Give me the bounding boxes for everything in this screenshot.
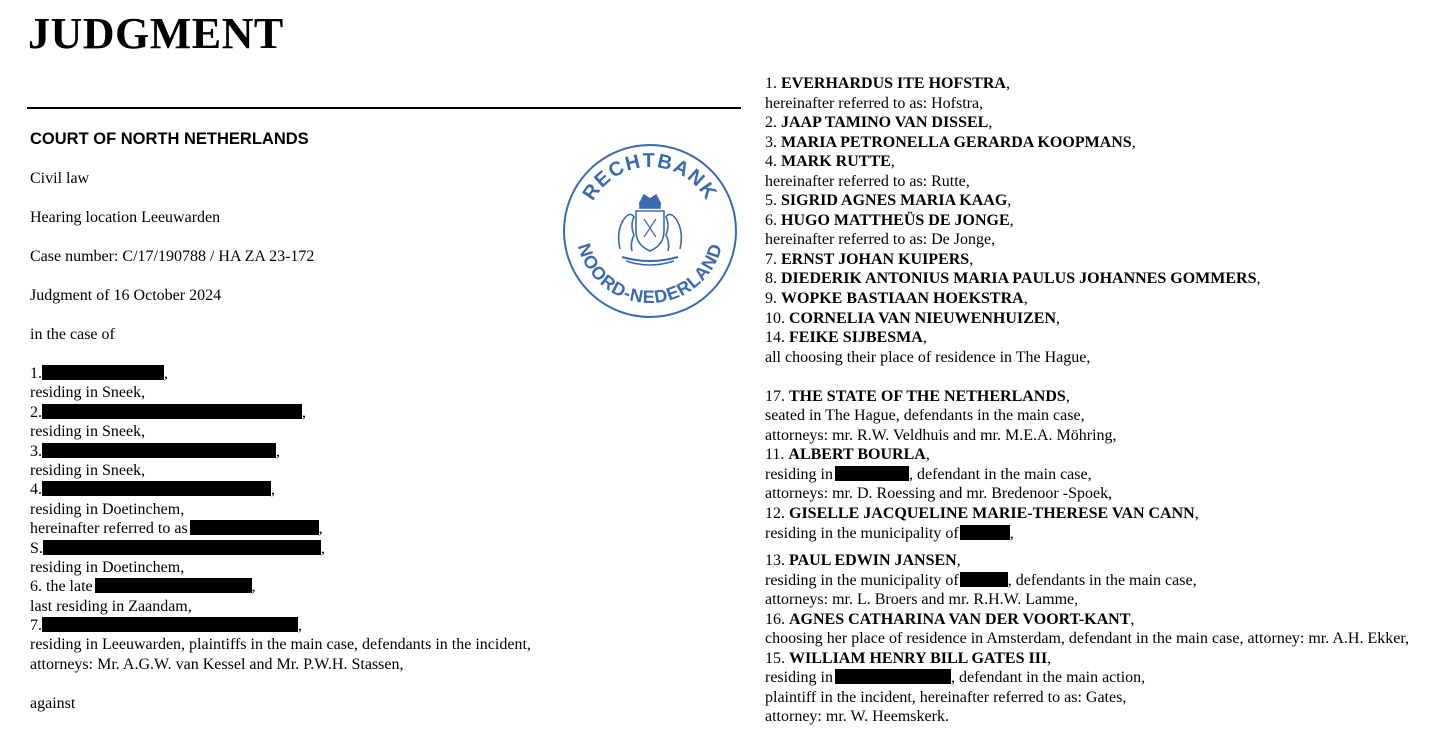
punctuation: , (969, 250, 974, 268)
residence-label: residing in (765, 669, 833, 687)
punctuation: , (1065, 387, 1070, 405)
defendant-entry (765, 504, 1455, 524)
defendant-entry (765, 191, 1455, 211)
redaction-bar (42, 481, 271, 496)
defendant-residence (765, 524, 1455, 544)
redaction-bar (42, 365, 164, 380)
stamp-bottom-text: NOORD-NEDERLAND (573, 240, 727, 308)
residence-label: residing in (765, 465, 833, 483)
punctuation: , (271, 481, 275, 499)
judgment-date: Judgment of 16 October 2024 (30, 287, 222, 304)
defendant-entry (765, 113, 1455, 133)
spacer (765, 543, 1455, 551)
entry-number: S. (30, 539, 43, 557)
defendant-name: JAAP TAMINO VAN DISSEL (781, 114, 989, 132)
defendant-name: SIGRID AGNES MARIA KAAG (781, 192, 1008, 210)
plaintiff-entry (30, 403, 730, 422)
group-residence: all choosing their place of residence in The Hague, (765, 348, 1091, 366)
punctuation: , (890, 153, 895, 171)
entry-number: 2. (765, 114, 777, 132)
defendant-name: WILLIAM HENRY BILL GATES III (789, 649, 1048, 667)
punctuation: , (1005, 75, 1010, 92)
case-number: Case number: C/17/190788 / HA ZA 23-172 (30, 248, 315, 265)
hearing-location: Hearing location Leeuwarden (30, 209, 221, 226)
residence-label: residing in the municipality of (765, 524, 959, 542)
entry-number: 1. (30, 365, 42, 382)
plaintiff-attorneys: attorneys: Mr. A.G.W. van Kessel and Mr. P.W.H. Stassen, (30, 655, 404, 673)
punctuation: , (1009, 524, 1014, 542)
punctuation: , (1009, 211, 1014, 229)
entry-number: 14. (765, 329, 785, 347)
entry-number: 4. (765, 153, 777, 171)
punctuation: , (922, 329, 927, 347)
residence-note: , defendant in the main case, (909, 465, 1092, 483)
plaintiff-entry (30, 577, 730, 596)
defendant-entry (765, 610, 1455, 630)
plaintiff-entry (30, 539, 730, 558)
defendant-residence (765, 571, 1455, 591)
case-type: Civil law (30, 170, 90, 187)
plaintiff-residence: last residing in Zaandam, (30, 597, 192, 615)
entry-number: 4. (30, 481, 42, 499)
defendant-name: HUGO MATTHEÜS DE JONGE (781, 211, 1010, 229)
defendant-entry (765, 289, 1455, 309)
defendant-role: plaintiff in the incident, hereinafter referred to as: Gates, (765, 688, 1127, 706)
entry-number: 16. (765, 610, 785, 628)
defendant-attorneys: attorney: mr. W. Heemskerk. (765, 708, 949, 726)
entry-number: 5. (765, 192, 777, 210)
entry-number: 1. (765, 75, 777, 92)
punctuation: , (1056, 309, 1061, 327)
entry-number: 17. (765, 387, 785, 405)
plaintiff-entry (30, 616, 730, 635)
defendant-entry (765, 269, 1455, 289)
defendant-name: THE STATE OF THE NETHERLANDS (789, 387, 1066, 405)
entry-number: 6. (765, 211, 777, 229)
punctuation: , (925, 446, 930, 464)
punctuation: , (298, 617, 302, 635)
entry-number: 3. (765, 133, 777, 151)
entry-number: 7. (765, 250, 777, 268)
defendant-entry (765, 551, 1455, 571)
residence-note: , defendants in the main case, (1007, 571, 1197, 589)
court-stamp (560, 141, 740, 321)
redaction-bar (190, 520, 319, 535)
residence-note: , defendant in the main action, (951, 669, 1146, 687)
plaintiff-residence: residing in Leeuwarden, plaintiffs in the main case, defendants in the incident, (30, 636, 531, 654)
redaction-bar (835, 466, 909, 481)
defendant-seat: seated in The Hague, defendants in the main case, (765, 407, 1085, 425)
defendant-entry (765, 211, 1455, 231)
defendant-name: MARIA PETRONELLA GERARDA KOOPMANS (781, 133, 1132, 151)
punctuation: , (1194, 504, 1199, 522)
punctuation: , (1007, 192, 1012, 210)
punctuation: , (302, 403, 306, 421)
defendant-entry (765, 387, 1455, 407)
entry-number: 12. (765, 504, 785, 522)
punctuation: , (318, 520, 323, 538)
punctuation: , (1130, 610, 1135, 628)
defendant-name: PAUL EDWIN JANSEN (789, 552, 957, 570)
stamp-top-text: RECHTBANK (578, 149, 722, 205)
punctuation: , (988, 114, 993, 132)
plaintiff-entry (30, 364, 730, 383)
punctuation: , (1131, 133, 1136, 151)
defendant-name: ERNST JOHAN KUIPERS (781, 250, 970, 268)
defendant-attorneys: attorneys: mr. D. Roessing and mr. Bredenoor -Spoek, (765, 485, 1113, 503)
defendant-alias: hereinafter referred to as: Hofstra, (765, 94, 984, 112)
court-name: COURT OF NORTH NETHERLANDS (30, 130, 309, 148)
punctuation: , (251, 578, 256, 596)
defendant-name: EVERHARDUS ITE HOFSTRA (781, 75, 1006, 92)
defendant-name: FEIKE SIJBESMA (789, 329, 923, 347)
defendant-name: MARK RUTTE (781, 153, 891, 171)
defendant-name: ALBERT BOURLA (788, 446, 926, 464)
punctuation: , (956, 552, 961, 570)
punctuation: , (1047, 649, 1052, 667)
defendant-alias: hereinafter referred to as: De Jonge, (765, 231, 996, 249)
defendant-name: CORNELIA VAN NIEUWENHUIZEN (789, 309, 1057, 327)
redaction-bar (42, 443, 276, 458)
defendant-residence: choosing her place of residence in Amsterdam, defendant in the main case, attorney: mr. A.H. Ekker, (765, 630, 1410, 648)
entry-number: 10. (765, 309, 785, 327)
redaction-bar (960, 572, 1008, 587)
spacer (765, 367, 1455, 387)
plaintiff-entry (30, 480, 730, 499)
plaintiff-residence: residing in Sneek, (30, 461, 146, 479)
plaintiff-residence: residing in Doetinchem, (30, 500, 185, 518)
punctuation: , (1256, 270, 1261, 288)
entry-number: 8. (765, 270, 777, 288)
punctuation: , (276, 442, 280, 460)
punctuation: , (320, 539, 325, 557)
heading-divider (27, 107, 741, 109)
plaintiff-residence: residing in Sneek, (30, 423, 146, 441)
redaction-bar (960, 525, 1010, 540)
case-intro: in the case of (30, 326, 115, 343)
entry-number: 15. (765, 649, 785, 667)
plaintiff-entry (30, 442, 730, 461)
defendant-name: WOPKE BASTIAAN HOEKSTRA (781, 290, 1024, 308)
defendant-attorneys: attorneys: mr. L. Broers and mr. R.H.W. Lamme, (765, 591, 1079, 609)
redaction-bar (95, 578, 252, 593)
defendant-entry (765, 309, 1455, 329)
entry-number: 7. (30, 617, 42, 635)
plaintiff-alias (30, 519, 730, 538)
defendant-entry (765, 74, 1455, 94)
plaintiff-residence: residing in Sneek, (30, 384, 146, 402)
defendant-entry (765, 445, 1455, 465)
document-heading: JUDGMENT (28, 9, 284, 58)
defendant-name: GISELLE JACQUELINE MARIE-THERESE VAN CANN (789, 504, 1195, 522)
entry-number: 3. (30, 442, 42, 460)
punctuation: , (164, 365, 168, 382)
defendant-entry (765, 250, 1455, 270)
defendant-alias: hereinafter referred to as: Rutte, (765, 172, 970, 190)
entry-number: 11. (765, 446, 785, 464)
plaintiff-residence: residing in Doetinchem, (30, 558, 185, 576)
defendant-residence (765, 465, 1455, 485)
defendant-entry (765, 328, 1455, 348)
residence-label: residing in the municipality of (765, 571, 959, 589)
coat-of-arms-icon (619, 195, 682, 265)
redaction-bar (42, 404, 302, 419)
punctuation: , (1023, 290, 1028, 308)
redaction-bar (835, 669, 951, 684)
entry-number: 9. (765, 290, 777, 308)
plaintiffs-list (30, 364, 730, 674)
alias-label: hereinafter referred to as (30, 520, 188, 538)
defendant-entry (765, 152, 1455, 172)
redaction-bar (42, 617, 298, 632)
defendants-list (765, 74, 1455, 727)
redaction-bar (43, 540, 321, 555)
defendant-name: DIEDERIK ANTONIUS MARIA PAULUS JOHANNES GOMMERS (781, 270, 1257, 288)
entry-number: 13. (765, 552, 785, 570)
entry-number: 2. (30, 403, 42, 421)
defendant-name: AGNES CATHARINA VAN DER VOORT-KANT (789, 610, 1131, 628)
defendant-entry (765, 649, 1455, 669)
defendant-residence (765, 668, 1455, 688)
defendant-entry (765, 133, 1455, 153)
against-label: against (30, 695, 76, 713)
defendant-attorneys: attorneys: mr. R.W. Veldhuis and mr. M.E.A. Möhring, (765, 426, 1117, 444)
entry-number: 6. the late (30, 578, 93, 596)
